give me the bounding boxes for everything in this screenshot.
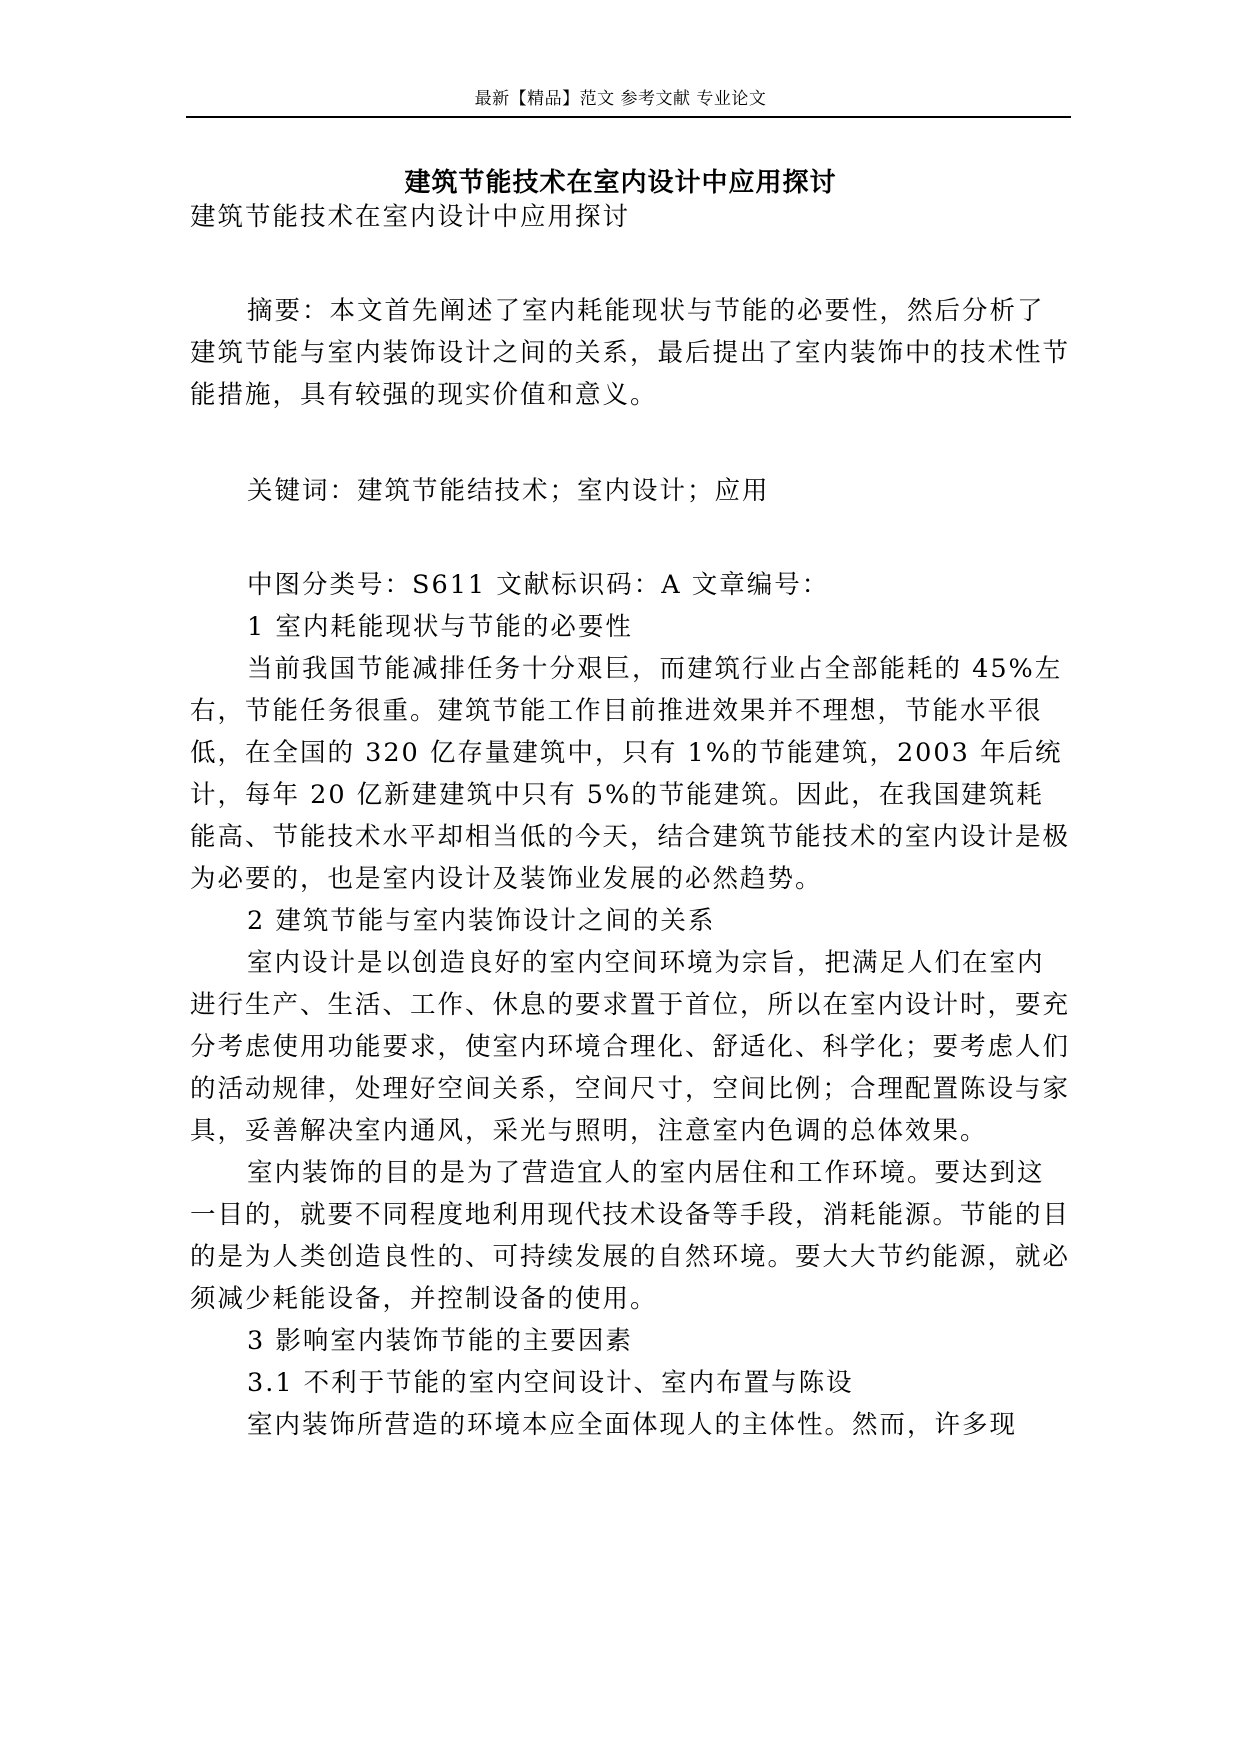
section-heading-1: 1 室内耗能现状与节能的必要性 [247,612,633,642]
header-divider [186,116,1071,118]
subsection-heading-3-1: 3.1 不利于节能的室内空间设计、室内布置与陈设 [247,1368,854,1398]
document-title: 建筑节能技术在室内设计中应用探讨 [404,168,837,198]
spacer [190,512,1070,564]
section-heading-2: 2 建筑节能与室内装饰设计之间的关系 [247,906,716,936]
keywords-line: 关键词：建筑节能结技术；室内设计；应用 [247,476,770,506]
document-subtitle: 建筑节能技术在室内设计中应用探讨 [190,202,631,232]
abstract-paragraph: 摘要：本文首先阐述了室内耗能现状与节能的必要性，然后分析了建筑节能与室内装饰设计之间的关系，最后提出了室内装饰中的技术性节能措施，具有较强的现实价值和意义。 [190,296,1071,410]
section-2-paragraph-1: 室内设计是以创造良好的室内空间环境为宗旨，把满足人们在室内进行生产、生活、工作、休息的要求置于首位，所以在室内设计时，要充分考虑使用功能要求，使室内环境合理化、舒适化、科学化；要考虑人们的活动规律，处理好空间关系，空间尺寸，空间比例；合理配置陈设与家具，妥善解决室内通风，采光与照明，注意室内色调的总体效果。 [190,948,1071,1146]
spacer [190,238,1070,290]
page-header: 最新【精品】范文 参考文献 专业论文 [474,89,767,109]
section-heading-3: 3 影响室内装饰节能的主要因素 [247,1326,633,1356]
section-1-paragraph: 当前我国节能减排任务十分艰巨，而建筑行业占全部能耗的 45%左右，节能任务很重。建筑节能工作目前推进效果并不理想，节能水平很低，在全国的 320 亿存量建筑中，只有 1%的节能建筑，2003 年后统计，每年 20 亿新建建筑中只有 5%的节能建筑。因此，在我国建筑耗能高、节能技术水平却相当低的今天，结合建筑节能技术的室内设计是极为必要的，也是室内设计及装饰业发展的必然趋势。 [190,654,1071,894]
spacer [190,416,1070,470]
classification-line: 中图分类号：S611 文献标识码：A 文章编号： [247,570,830,600]
document-body [190,196,1070,1446]
subsection-3-1-paragraph: 室内装饰所营造的环境本应全面体现人的主体性。然而，许多现 [247,1410,1018,1440]
section-2-paragraph-2: 室内装饰的目的是为了营造宜人的室内居住和工作环境。要达到这一目的，就要不同程度地利用现代技术设备等手段，消耗能源。节能的目的是为人类创造良性的、可持续发展的自然环境。要大大节约能源，就必须减少耗能设备，并控制设备的使用。 [190,1158,1071,1314]
